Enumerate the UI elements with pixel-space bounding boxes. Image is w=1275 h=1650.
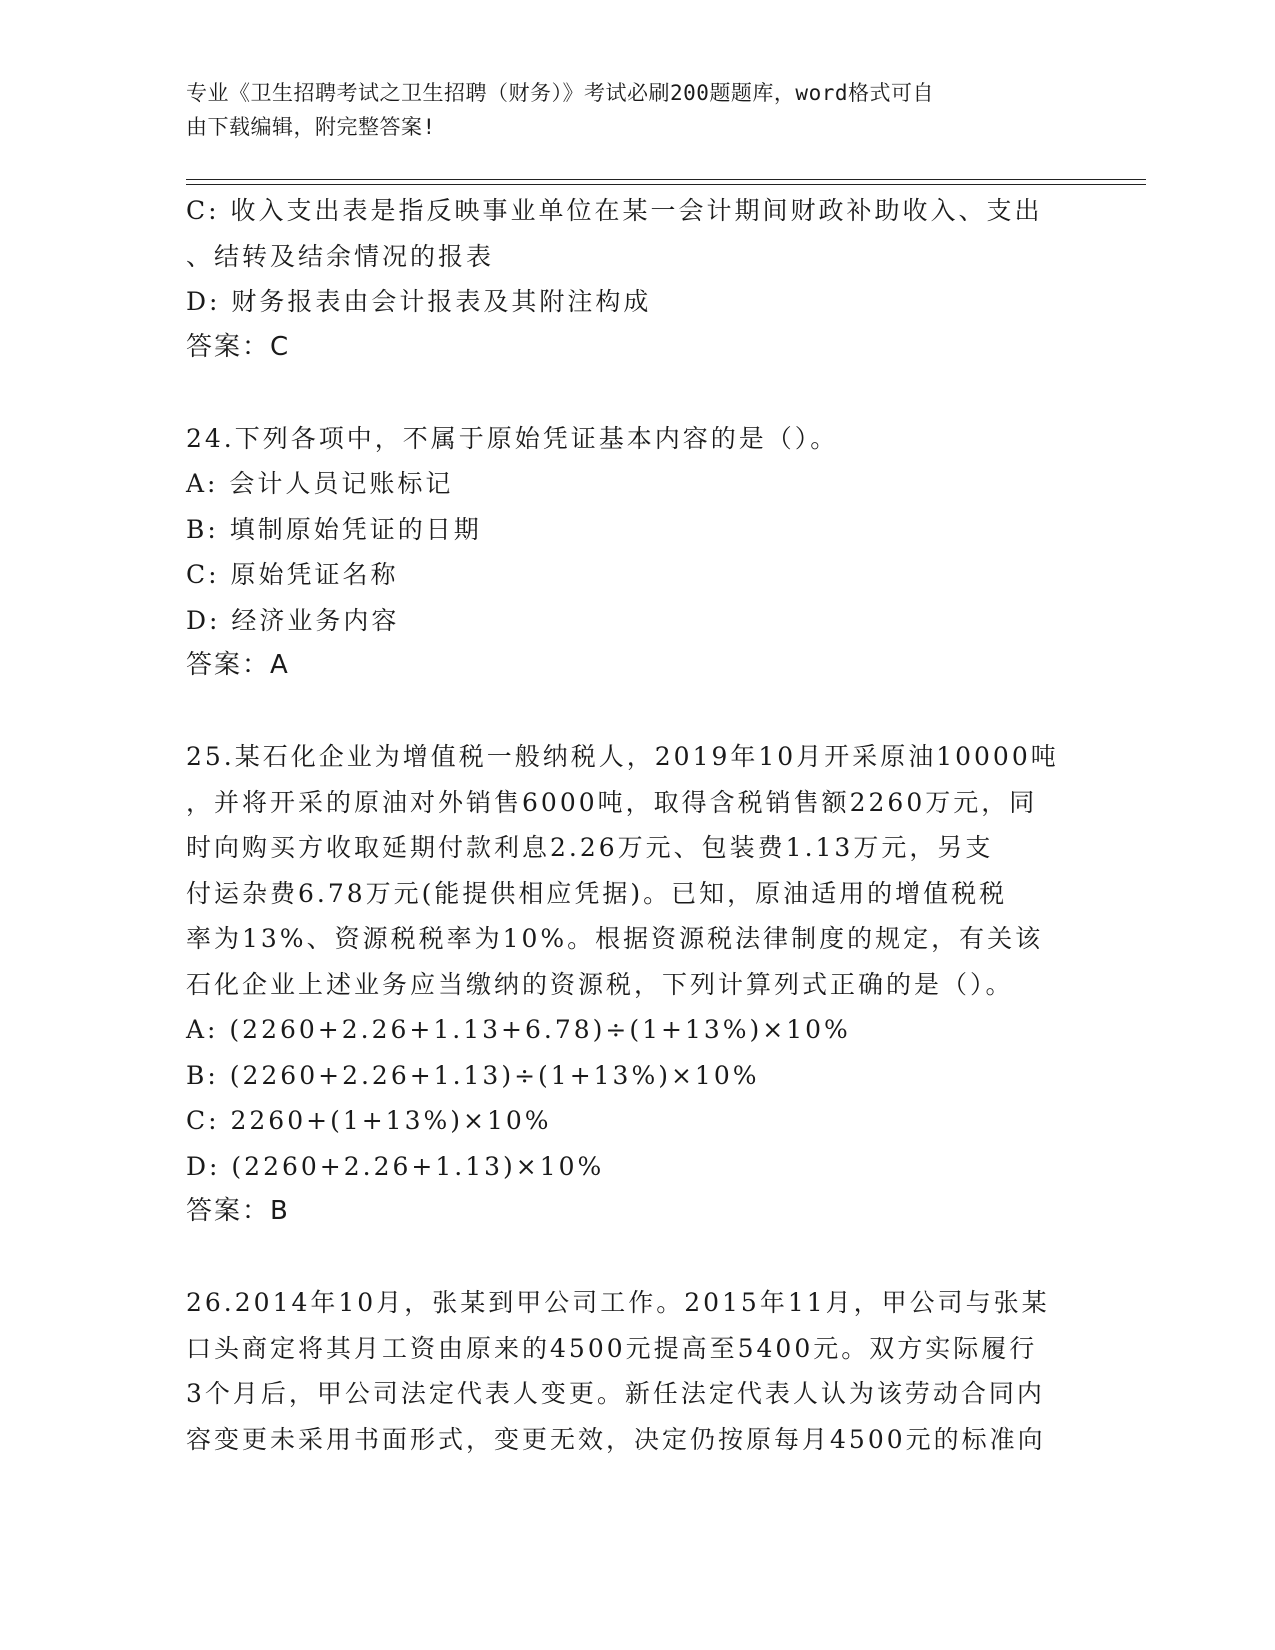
header-divider-bottom <box>186 184 1146 185</box>
document-header <box>186 76 1066 144</box>
question-25 <box>186 734 1086 1235</box>
q25-stem-line-3: 时向购买方收取延期付款利息2.26万元、包装费1.13万元，另支 <box>186 833 994 862</box>
q25-stem-line-2: ，并将开采的原油对外销售6000吨，取得含税销售额2260万元，同 <box>186 787 1038 817</box>
q24-option-b: B: 填制原始凭证的日期 <box>186 514 482 544</box>
q23-answer: 答案：C <box>186 331 291 362</box>
q25-option-a: A: (2260+2.26+1.13+6.78)÷(1+13%)×10% <box>186 1015 851 1044</box>
q24-option-c: C: 原始凭证名称 <box>186 560 399 589</box>
q25-option-b: B: (2260+2.26+1.13)÷(1+13%)×10% <box>186 1060 760 1090</box>
q23-option-c-line-2: 、结转及结余情况的报表 <box>186 241 495 271</box>
q26-stem-line-3: 3个月后，甲公司法定代表人变更。新任法定代表人认为该劳动合同内 <box>186 1379 1045 1408</box>
q25-stem-line-6: 石化企业上述业务应当缴纳的资源税，下列计算列式正确的是（）。 <box>186 969 1014 999</box>
question-23-tail <box>186 188 1086 370</box>
header-line-1: 专业《卫生招聘考试之卫生招聘（财务）》考试必刷200题题库，word格式可自 <box>186 81 934 105</box>
q24-option-d: D: 经济业务内容 <box>186 605 400 635</box>
question-26 <box>186 1280 1086 1462</box>
q23-option-c-line-1: C: 收入支出表是指反映事业单位在某一会计期间财政补助收入、支出 <box>186 196 1043 225</box>
q25-stem-line-5: 率为13%、资源税税率为10%。根据资源税法律制度的规定，有关该 <box>186 924 1044 953</box>
q25-option-c: C: 2260+(1+13%)×10% <box>186 1106 552 1135</box>
q25-answer: 答案：B <box>186 1196 290 1226</box>
question-24 <box>186 416 1086 689</box>
q25-stem-line-4: 付运杂费6.78万元(能提供相应凭据)。已知，原油适用的增值税税 <box>186 878 1008 908</box>
document-body <box>186 188 1086 1462</box>
header-line-2: 由下载编辑，附完整答案! <box>186 115 436 139</box>
q25-option-d: D: (2260+2.26+1.13)×10% <box>186 1151 605 1181</box>
q24-option-a: A: 会计人员记账标记 <box>186 469 454 498</box>
header-divider-top <box>186 179 1146 180</box>
q26-stem-line-2: 口头商定将其月工资由原来的4500元提高至5400元。双方实际履行 <box>186 1333 1038 1363</box>
q23-option-d: D: 财务报表由会计报表及其附注构成 <box>186 287 652 316</box>
q24-stem: 24.下列各项中，不属于原始凭证基本内容的是（）。 <box>186 423 839 453</box>
q25-stem-line-1: 25.某石化企业为增值税一般纳税人，2019年10月开采原油10000吨 <box>186 742 1059 771</box>
q26-stem-line-1: 26.2014年10月，张某到甲公司工作。2015年11月，甲公司与张某 <box>186 1288 1050 1317</box>
q24-answer: 答案：A <box>186 650 290 680</box>
q26-stem-line-4: 容变更未采用书面形式，变更无效，决定仍按原每月4500元的标准向 <box>186 1424 1046 1454</box>
